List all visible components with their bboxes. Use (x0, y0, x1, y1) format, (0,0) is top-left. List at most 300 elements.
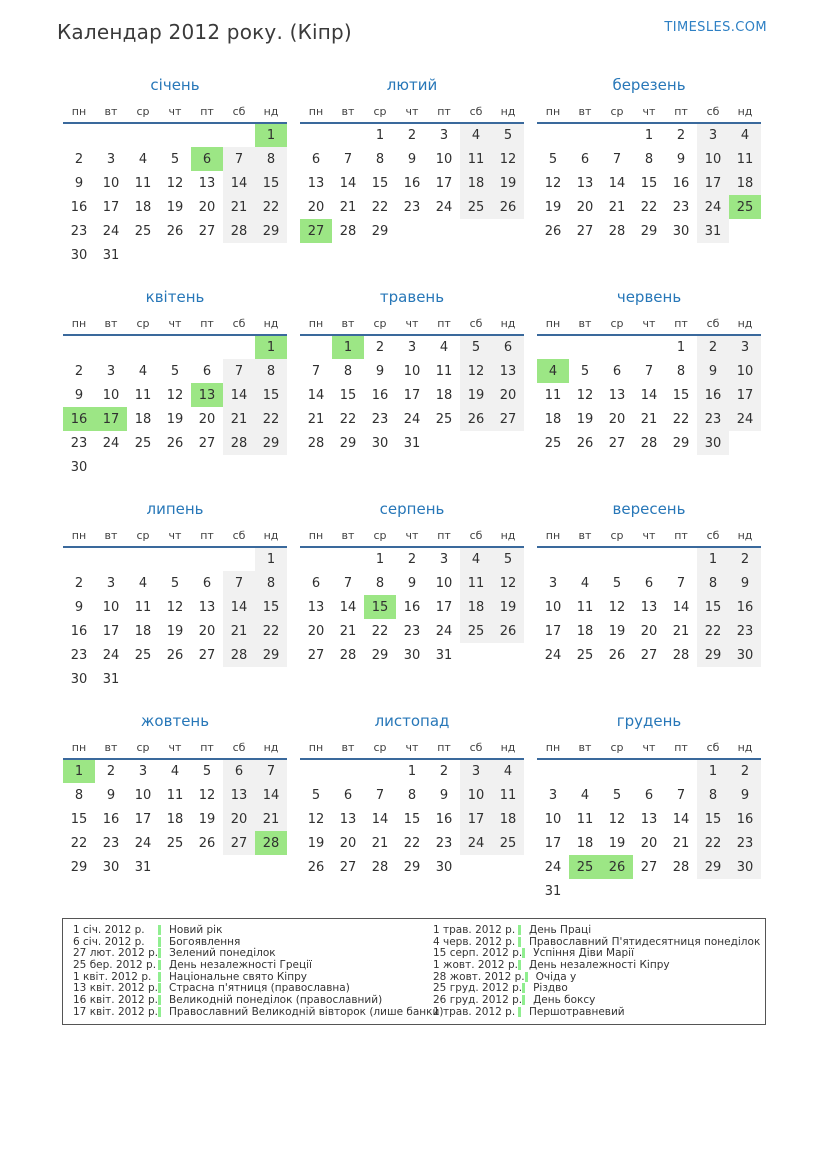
month-title: грудень (616, 712, 682, 730)
month-block-4 (63, 288, 287, 500)
date-cell: 23 (403, 199, 421, 215)
date-cell: 30 (102, 859, 120, 875)
legend-date: 17 квіт. 2012 р. (73, 1005, 158, 1018)
empty-cell (95, 879, 127, 903)
weekday-header: вт (95, 101, 127, 123)
date-cell: 14 (339, 599, 357, 615)
date-cell: 26 (601, 855, 633, 879)
empty-cell (332, 547, 364, 571)
date-cell: 10 (435, 575, 453, 591)
date-cell: 29 (697, 855, 729, 879)
date-cell: 20 (608, 411, 626, 427)
date-cell: 1 (255, 123, 287, 147)
empty-cell (159, 123, 191, 147)
date-cell: 20 (307, 623, 325, 639)
date-cell: 6 (644, 575, 654, 591)
weekday-header: сб (460, 313, 492, 335)
weekday-header: нд (255, 313, 287, 335)
date-cell: 16 (70, 199, 88, 215)
date-cell: 28 (672, 859, 690, 875)
date-cell: 26 (608, 647, 626, 663)
date-cell: 31 (102, 671, 120, 687)
date-cell: 24 (544, 859, 562, 875)
date-cell: 22 (255, 619, 287, 643)
date-cell: 17 (544, 623, 562, 639)
weekday-header: ср (364, 737, 396, 759)
date-cell: 19 (166, 623, 184, 639)
empty-cell (460, 855, 492, 879)
empty-cell (697, 667, 729, 691)
holiday-marker-icon (525, 972, 528, 982)
date-cell: 31 (544, 883, 562, 899)
holiday-marker-icon (522, 948, 525, 958)
date-cell: 23 (102, 835, 120, 851)
date-cell: 24 (697, 195, 729, 219)
date-cell: 26 (492, 195, 524, 219)
date-cell: 2 (375, 340, 385, 355)
date-cell: 30 (371, 435, 389, 451)
holiday-marker-icon (522, 983, 525, 993)
date-cell: 20 (223, 807, 255, 831)
empty-cell (396, 455, 428, 479)
date-cell: 15 (371, 175, 389, 191)
weekday-header: чт (396, 101, 428, 123)
empty-cell (223, 335, 255, 359)
date-cell: 8 (255, 147, 287, 171)
date-cell: 30 (70, 247, 88, 263)
date-cell: 14 (255, 783, 287, 807)
date-cell: 22 (371, 199, 389, 215)
date-cell: 23 (672, 199, 690, 215)
date-cell: 23 (435, 835, 453, 851)
empty-cell (492, 219, 524, 243)
date-cell: 24 (544, 647, 562, 663)
weekday-header: пн (300, 525, 332, 547)
month-table (300, 737, 524, 903)
legend-date: 25 бер. 2012 р. (73, 958, 157, 971)
empty-cell (127, 547, 159, 571)
legend-date: 25 груд. 2012 р. (433, 982, 523, 995)
date-cell: 25 (134, 223, 152, 239)
legend-entry (433, 959, 759, 971)
month-block-6 (537, 288, 761, 500)
date-cell: 24 (435, 199, 453, 215)
empty-cell (95, 547, 127, 571)
date-cell: 9 (74, 175, 84, 191)
date-cell: 25 (729, 195, 761, 219)
date-cell: 26 (198, 835, 216, 851)
date-cell: 17 (697, 171, 729, 195)
holiday-marker-icon (158, 972, 161, 982)
date-cell: 16 (672, 175, 690, 191)
legend-entry (433, 982, 759, 994)
empty-cell (665, 455, 697, 479)
weekday-header: пн (63, 313, 95, 335)
date-cell: 16 (435, 811, 453, 827)
empty-cell (569, 547, 601, 571)
weekday-header: нд (729, 313, 761, 335)
empty-cell (364, 667, 396, 691)
date-cell: 13 (198, 599, 216, 615)
empty-cell (332, 455, 364, 479)
legend-label: День незалежності Греції (169, 958, 312, 971)
date-cell: 19 (576, 411, 594, 427)
date-cell: 2 (74, 151, 84, 167)
date-cell: 26 (460, 407, 492, 431)
weekday-header: ср (127, 525, 159, 547)
weekday-header: вт (569, 313, 601, 335)
date-cell: 10 (102, 387, 120, 403)
date-cell: 9 (106, 787, 116, 803)
legend-date: 13 квіт. 2012 р. (73, 982, 158, 995)
empty-cell (396, 667, 428, 691)
legend-date: 27 лют. 2012 р. (73, 947, 159, 960)
date-cell: 15 (640, 175, 658, 191)
date-cell: 7 (644, 363, 654, 379)
legend-entry (73, 971, 433, 983)
date-cell: 23 (729, 831, 761, 855)
legend-date: 26 груд. 2012 р. (433, 993, 523, 1006)
date-cell: 30 (70, 459, 88, 475)
holiday-marker-icon (518, 1007, 521, 1017)
date-cell: 17 (435, 599, 453, 615)
date-cell: 15 (697, 595, 729, 619)
date-cell: 27 (300, 219, 332, 243)
month-title: жовтень (140, 712, 210, 730)
site-link[interactable]: TIMESLES.COM (664, 20, 767, 35)
empty-cell (633, 455, 665, 479)
date-cell: 28 (307, 435, 325, 451)
empty-cell (569, 455, 601, 479)
empty-cell (255, 667, 287, 691)
empty-cell (601, 879, 633, 903)
date-cell: 12 (544, 175, 562, 191)
date-cell: 14 (640, 387, 658, 403)
date-cell: 10 (697, 147, 729, 171)
date-cell: 1 (375, 552, 385, 567)
month-block-1 (63, 76, 287, 288)
date-cell: 12 (307, 811, 325, 827)
date-cell: 13 (307, 175, 325, 191)
empty-cell (601, 667, 633, 691)
date-cell: 21 (339, 199, 357, 215)
date-cell: 11 (134, 175, 152, 191)
holiday-marker-icon (518, 925, 521, 935)
empty-cell (460, 455, 492, 479)
date-cell: 15 (255, 171, 287, 195)
date-cell: 27 (608, 435, 626, 451)
legend-entry (73, 959, 433, 971)
empty-cell (729, 431, 761, 455)
date-cell: 16 (102, 811, 120, 827)
date-cell: 1 (644, 128, 654, 143)
date-cell: 30 (403, 647, 421, 663)
date-cell: 17 (460, 807, 492, 831)
date-cell: 26 (166, 435, 184, 451)
date-cell: 12 (576, 387, 594, 403)
weekday-header: чт (159, 313, 191, 335)
months-grid (63, 76, 827, 924)
date-cell: 9 (697, 359, 729, 383)
date-cell: 1 (676, 340, 686, 355)
date-cell: 11 (729, 147, 761, 171)
weekday-header: сб (460, 525, 492, 547)
date-cell: 21 (608, 199, 626, 215)
date-cell: 3 (460, 759, 492, 783)
date-cell: 31 (102, 247, 120, 263)
empty-cell (223, 547, 255, 571)
empty-cell (255, 243, 287, 267)
date-cell: 5 (492, 547, 524, 571)
date-cell: 3 (106, 575, 116, 591)
date-cell: 29 (640, 223, 658, 239)
date-cell: 5 (612, 787, 622, 803)
date-cell: 26 (492, 619, 524, 643)
date-cell: 13 (492, 359, 524, 383)
date-cell: 26 (307, 859, 325, 875)
empty-cell (332, 123, 364, 147)
legend-entry (433, 924, 759, 936)
empty-cell (460, 667, 492, 691)
date-cell: 12 (166, 387, 184, 403)
empty-cell (159, 455, 191, 479)
weekday-header: нд (729, 101, 761, 123)
weekday-header: чт (396, 525, 428, 547)
weekday-header: ср (364, 101, 396, 123)
date-cell: 18 (134, 411, 152, 427)
date-cell: 11 (460, 571, 492, 595)
date-cell: 18 (460, 171, 492, 195)
date-cell: 26 (576, 435, 594, 451)
date-cell: 9 (74, 599, 84, 615)
empty-cell (460, 879, 492, 903)
legend-entry (433, 1006, 759, 1018)
empty-cell (159, 855, 191, 879)
date-cell: 21 (672, 835, 690, 851)
empty-cell (300, 335, 332, 359)
date-cell: 6 (644, 787, 654, 803)
weekday-header: ср (601, 313, 633, 335)
date-cell: 23 (70, 223, 88, 239)
legend-date: 28 жовт. 2012 р. (433, 970, 525, 983)
month-title: лютий (386, 76, 438, 94)
date-cell: 3 (106, 363, 116, 379)
date-cell: 20 (576, 199, 594, 215)
date-cell: 19 (608, 835, 626, 851)
empty-cell (492, 455, 524, 479)
weekday-header: нд (255, 525, 287, 547)
empty-cell (223, 667, 255, 691)
weekday-header: сб (697, 737, 729, 759)
date-cell: 7 (223, 359, 255, 383)
empty-cell (332, 759, 364, 783)
date-cell: 6 (202, 575, 212, 591)
legend-label: Великодній понеділок (православний) (169, 993, 383, 1006)
date-cell: 12 (166, 599, 184, 615)
date-cell: 12 (608, 599, 626, 615)
date-cell: 25 (544, 435, 562, 451)
date-cell: 12 (166, 175, 184, 191)
date-cell: 2 (697, 335, 729, 359)
weekday-header: чт (159, 525, 191, 547)
date-cell: 13 (576, 175, 594, 191)
date-cell: 27 (223, 831, 255, 855)
date-cell: 23 (729, 619, 761, 643)
date-cell: 29 (70, 859, 88, 875)
legend-entry (73, 994, 433, 1006)
weekday-header: нд (492, 525, 524, 547)
date-cell: 4 (439, 340, 449, 355)
date-cell: 25 (460, 619, 492, 643)
weekday-header: вт (569, 525, 601, 547)
weekday-header: вт (95, 313, 127, 335)
date-cell: 18 (166, 811, 184, 827)
date-cell: 2 (407, 552, 417, 567)
date-cell: 7 (612, 151, 622, 167)
date-cell: 5 (170, 151, 180, 167)
empty-cell (633, 243, 665, 267)
date-cell: 8 (676, 363, 686, 379)
empty-cell (729, 455, 761, 479)
date-cell: 19 (492, 595, 524, 619)
date-cell: 24 (729, 407, 761, 431)
date-cell: 31 (134, 859, 152, 875)
empty-cell (537, 455, 569, 479)
holiday-marker-icon (158, 937, 161, 947)
date-cell: 29 (255, 219, 287, 243)
date-cell: 8 (375, 575, 385, 591)
weekday-header: пт (191, 313, 223, 335)
weekday-header: ср (127, 737, 159, 759)
legend-label: Православний П'ятидесятниця понеділок (529, 935, 761, 948)
date-cell: 14 (223, 595, 255, 619)
holiday-marker-icon (158, 960, 161, 970)
date-cell: 27 (640, 859, 658, 875)
empty-cell (601, 759, 633, 783)
empty-cell (127, 455, 159, 479)
date-cell: 14 (672, 811, 690, 827)
empty-cell (191, 335, 223, 359)
month-table (300, 313, 524, 479)
month-block-3 (537, 76, 761, 288)
date-cell: 1 (255, 547, 287, 571)
empty-cell (569, 667, 601, 691)
date-cell: 10 (544, 599, 562, 615)
month-title: березень (612, 76, 686, 94)
weekday-header: пн (300, 313, 332, 335)
empty-cell (63, 123, 95, 147)
date-cell: 14 (223, 171, 255, 195)
date-cell: 13 (640, 811, 658, 827)
empty-cell (396, 243, 428, 267)
weekday-header: чт (396, 313, 428, 335)
legend-label: Новий рік (169, 923, 223, 936)
date-cell: 8 (255, 359, 287, 383)
legend-label: Зелений понеділок (169, 947, 276, 960)
empty-cell (729, 243, 761, 267)
empty-cell (364, 243, 396, 267)
month-block-5 (300, 288, 524, 500)
weekday-header: пт (665, 101, 697, 123)
date-cell: 15 (339, 387, 357, 403)
date-cell: 22 (640, 199, 658, 215)
date-cell: 4 (580, 787, 590, 803)
weekday-header: пн (537, 313, 569, 335)
date-cell: 14 (371, 811, 389, 827)
date-cell: 15 (672, 387, 690, 403)
date-cell: 7 (676, 787, 686, 803)
empty-cell (537, 243, 569, 267)
date-cell: 27 (576, 223, 594, 239)
month-table (537, 101, 761, 267)
legend-entry (433, 971, 759, 983)
weekday-header: пн (63, 525, 95, 547)
empty-cell (601, 243, 633, 267)
date-cell: 9 (676, 151, 686, 167)
legend-date: 1 квіт. 2012 р. (73, 970, 152, 983)
date-cell: 25 (166, 835, 184, 851)
weekday-header: пн (537, 101, 569, 123)
date-cell: 13 (307, 599, 325, 615)
empty-cell (460, 643, 492, 667)
date-cell: 14 (608, 175, 626, 191)
date-cell: 14 (339, 175, 357, 191)
weekday-header: сб (223, 101, 255, 123)
empty-cell (665, 547, 697, 571)
date-cell: 24 (102, 223, 120, 239)
empty-cell (191, 455, 223, 479)
legend-entry (433, 936, 759, 948)
date-cell: 10 (460, 783, 492, 807)
date-cell: 2 (729, 759, 761, 783)
weekday-header: пн (63, 101, 95, 123)
legend-label: День незалежності Кіпру (529, 958, 670, 971)
empty-cell (697, 455, 729, 479)
date-cell: 8 (697, 571, 729, 595)
date-cell: 3 (548, 575, 558, 591)
date-cell: 28 (339, 647, 357, 663)
date-cell: 1 (697, 547, 729, 571)
date-cell: 7 (255, 759, 287, 783)
legend-entry (433, 994, 759, 1006)
empty-cell (492, 431, 524, 455)
weekday-header: пт (665, 313, 697, 335)
legend-column-left (73, 923, 444, 1018)
date-cell: 28 (223, 431, 255, 455)
empty-cell (191, 667, 223, 691)
weekday-header: сб (697, 525, 729, 547)
date-cell: 4 (580, 575, 590, 591)
date-cell: 3 (548, 787, 558, 803)
empty-cell (601, 547, 633, 571)
date-cell: 29 (371, 647, 389, 663)
date-cell: 22 (672, 411, 690, 427)
page-header (0, 0, 827, 44)
date-cell: 25 (460, 195, 492, 219)
date-cell: 30 (729, 643, 761, 667)
date-cell: 5 (612, 575, 622, 591)
empty-cell (729, 879, 761, 903)
date-cell: 9 (729, 783, 761, 807)
empty-cell (255, 879, 287, 903)
date-cell: 17 (95, 407, 127, 431)
date-cell: 28 (339, 223, 357, 239)
weekday-header: нд (255, 737, 287, 759)
date-cell: 4 (492, 759, 524, 783)
date-cell: 30 (729, 855, 761, 879)
date-cell: 22 (371, 623, 389, 639)
date-cell: 2 (676, 128, 686, 143)
